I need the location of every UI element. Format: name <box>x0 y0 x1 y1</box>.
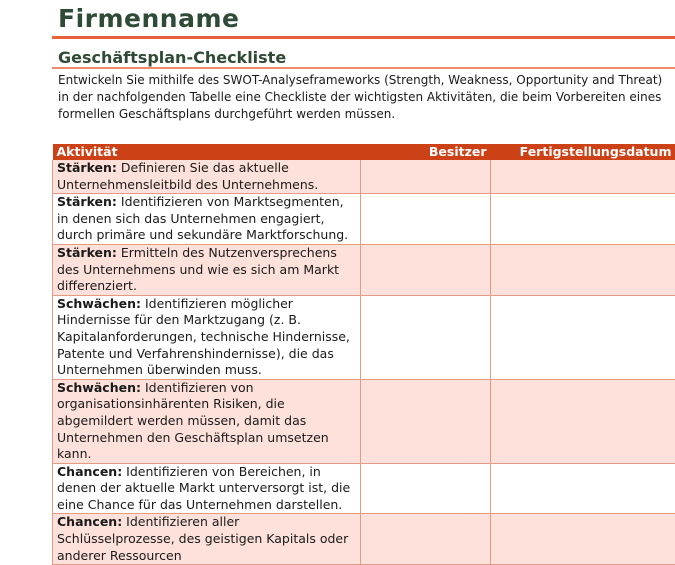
column-header-activity: Aktivität <box>53 144 361 160</box>
activity-text: Definieren Sie das aktuelle Unternehmensleitbild des Unternehmens. <box>57 160 318 192</box>
owner-cell[interactable] <box>361 514 491 565</box>
activity-cell[interactable] <box>53 244 361 295</box>
activity-cell[interactable] <box>53 463 361 514</box>
table-row <box>53 463 675 514</box>
completion-date-cell[interactable] <box>491 514 675 565</box>
owner-cell[interactable] <box>361 379 491 463</box>
activity-text: Identifizieren von Marktsegmenten, in denen sich das Unternehmen engagiert, durch primäre und sekundäre Marktforschung. <box>57 194 348 242</box>
activity-cell[interactable] <box>53 379 361 463</box>
completion-date-cell[interactable] <box>491 244 675 295</box>
activity-cell[interactable] <box>53 194 361 245</box>
activity-text: Identifizieren von Bereichen, in denen der aktuelle Markt unterversorgt ist, die eine Chance für das Unternehmen darstellen. <box>57 464 350 512</box>
owner-cell[interactable] <box>361 463 491 514</box>
activity-category: Stärken: <box>57 245 117 260</box>
table-row <box>53 194 675 245</box>
table-row <box>53 160 675 194</box>
table-header-row <box>53 144 675 160</box>
owner-cell[interactable] <box>361 194 491 245</box>
activity-text: Identifizieren aller Schlüsselprozesse, des geistigen Kapitals oder anderer Ressourcen <box>57 514 348 562</box>
activity-category: Chancen: <box>57 514 122 529</box>
table-row <box>53 514 675 565</box>
completion-date-cell[interactable] <box>491 160 675 194</box>
activity-category: Chancen: <box>57 464 122 479</box>
owner-cell[interactable] <box>361 295 491 379</box>
activity-category: Stärken: <box>57 160 117 175</box>
column-header-owner: Besitzer <box>361 144 491 160</box>
activity-text: Identifizieren möglicher Hindernisse für den Marktzugang (z. B. Kapitalanforderungen, technische Hindernisse, Patente und Verfahrenshindernisse), die das Unternehmen überwinden muss. <box>57 296 350 377</box>
completion-date-cell[interactable] <box>491 194 675 245</box>
table-row <box>53 244 675 295</box>
activity-category: Schwächen: <box>57 296 141 311</box>
activity-category: Stärken: <box>57 194 117 209</box>
table-row <box>53 295 675 379</box>
table-row <box>53 379 675 463</box>
column-header-completion-date: Fertigstellungsdatum <box>491 144 675 160</box>
owner-cell[interactable] <box>361 160 491 194</box>
owner-cell[interactable] <box>361 244 491 295</box>
activity-cell[interactable] <box>53 295 361 379</box>
activity-category: Schwächen: <box>57 380 141 395</box>
completion-date-cell[interactable] <box>491 295 675 379</box>
intro-paragraph: Entwickeln Sie mithilfe des SWOT-Analyseframeworks (Strength, Weakness, Opportunity and Threat) in der nachfolgenden Tabelle eine Checkliste der wichtigsten Aktivitäten, die beim Vorbereiten eines formellen Geschäftsplans durchgeführt werden müssen. <box>58 72 670 123</box>
activity-cell[interactable] <box>53 514 361 565</box>
activity-text: Identifizieren von organisationsinhärenten Risiken, die abgemildert werden müssen, damit das Unternehmen den Geschäftsplan umsetzen kann. <box>57 380 329 461</box>
activity-cell[interactable] <box>53 160 361 194</box>
completion-date-cell[interactable] <box>491 379 675 463</box>
completion-date-cell[interactable] <box>491 463 675 514</box>
company-name: Firmenname <box>58 4 239 33</box>
checklist-table <box>52 144 675 565</box>
activity-text: Ermitteln des Nutzenversprechens des Unternehmens und wie es sich am Markt differenziert. <box>57 245 339 293</box>
subtitle-rule <box>52 67 675 69</box>
document-subtitle: Geschäftsplan-Checkliste <box>58 48 286 67</box>
title-rule <box>52 36 675 39</box>
